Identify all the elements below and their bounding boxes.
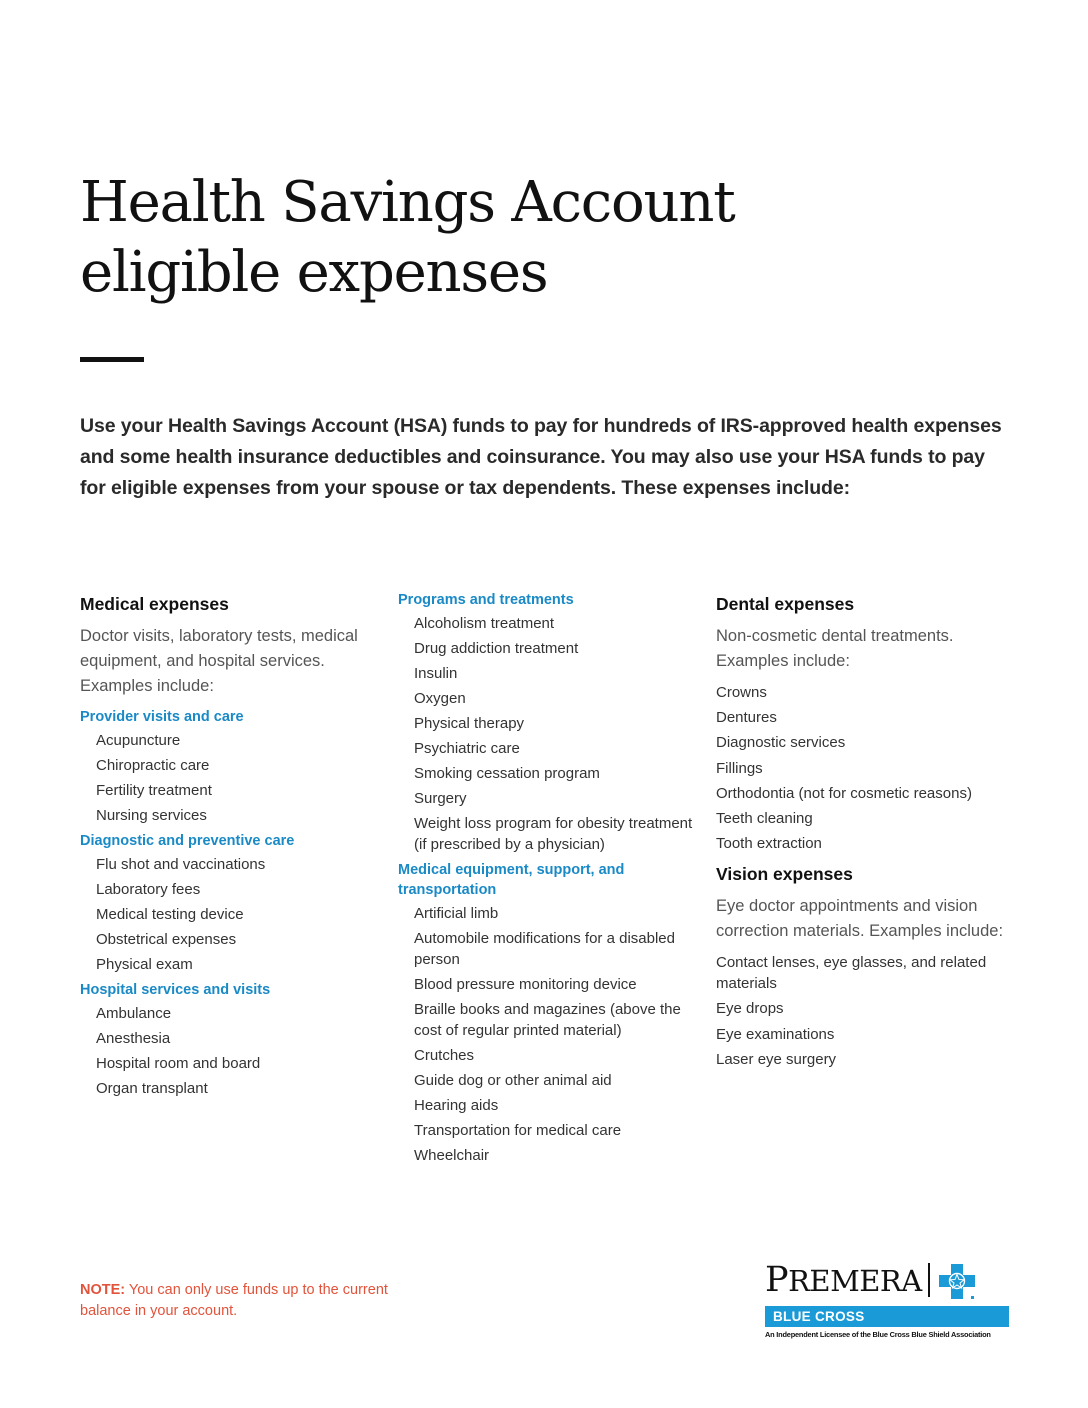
logo-tagline: An Independent Licensee of the Blue Cross Blue Shield Association (765, 1330, 991, 1339)
list-item: Oxygen (414, 690, 466, 707)
list-item: Organ transplant (96, 1080, 208, 1097)
list-item: Eye examinations (716, 1025, 835, 1043)
list-item: Hearing aids (414, 1097, 499, 1114)
medical-expenses-column (80, 590, 370, 1104)
list-item: Obstetrical expenses (96, 931, 237, 948)
list-item: Chiropractic care (96, 757, 210, 774)
logo-band: BLUE CROSS (765, 1306, 1009, 1327)
subsection-heading: Hospital services and visits (80, 982, 271, 998)
programs-column (398, 590, 698, 1171)
list-item: Guide dog or other animal aid (414, 1072, 612, 1089)
note-label: NOTE: (80, 1282, 126, 1298)
note (80, 1280, 400, 1322)
list-item: Eye drops (716, 1000, 784, 1018)
subsection-heading: Provider visits and care (80, 709, 244, 725)
list-item: Laser eye surgery (716, 1050, 837, 1068)
subsection-list (80, 854, 370, 975)
list-item: Ambulance (96, 1005, 172, 1022)
title-line-2: eligible expenses (80, 240, 548, 305)
list-item: Automobile modifications for a disabled person (414, 930, 675, 968)
vision-description: Eye doctor appointments and vision correction materials. Examples include: (716, 897, 1004, 941)
list-item: Flu shot and vaccinations (96, 856, 266, 873)
medical-groups (80, 707, 370, 1099)
medical-heading: Medical expenses (80, 594, 229, 614)
list-item: Medical testing device (96, 906, 244, 923)
subsection-list (398, 903, 698, 1166)
blue-cross-icon (938, 1262, 974, 1298)
list-item: Alcoholism treatment (414, 615, 555, 632)
vision-list (716, 952, 1016, 1070)
list-item: Nursing services (96, 807, 207, 824)
subsection-list (398, 613, 698, 855)
subsection-heading: Diagnostic and preventive care (80, 833, 295, 849)
list-item: Blood pressure monitoring device (414, 976, 637, 993)
list-item: Acupuncture (96, 732, 181, 749)
dental-list (716, 682, 1016, 854)
list-item: Teeth cleaning (716, 809, 813, 827)
list-item: Transportation for medical care (414, 1122, 622, 1139)
list-item: Crowns (716, 684, 767, 701)
subsection-heading: Programs and treatments (398, 592, 574, 608)
medical-description: Doctor visits, laboratory tests, medical equipment, and hospital services. Examples include: (80, 627, 358, 695)
page-title (80, 168, 735, 308)
list-item: Fillings (716, 759, 763, 777)
list-item: Braille books and magazines (above the cost of regular printed material) (414, 1001, 681, 1039)
list-item: Physical exam (96, 956, 193, 973)
title-line-1: Health Savings Account (80, 170, 735, 235)
program-groups (398, 590, 698, 1166)
subsection-heading: Medical equipment, support, and transportation (398, 862, 625, 898)
list-item: Dentures (716, 709, 777, 727)
list-item: Fertility treatment (96, 782, 212, 799)
list-item: Wheelchair (414, 1147, 490, 1164)
note-text: You can only use funds up to the current balance in your account. (80, 1282, 388, 1319)
list-item: Laboratory fees (96, 881, 201, 898)
list-item: Smoking cessation program (414, 765, 600, 782)
list-item: Surgery (414, 790, 467, 807)
list-item: Diagnostic services (716, 734, 846, 752)
intro-paragraph: Use your Health Savings Account (HSA) funds to pay for hundreds of IRS-approved health expenses and some health insurance deductibles and coinsurance. You may also use your HSA funds to pay for eligible expenses from your spouse or tax dependents. These expenses include: (80, 415, 1002, 499)
list-item: Insulin (414, 665, 458, 682)
list-item: Orthodontia (not for cosmetic reasons) (716, 784, 972, 802)
dental-vision-column (716, 590, 1016, 1075)
list-item: Weight loss program for obesity treatment (if prescribed by a physician) (414, 815, 693, 853)
list-item: Hospital room and board (96, 1055, 261, 1072)
list-item: Crutches (414, 1047, 475, 1064)
premera-logo (765, 1260, 1009, 1339)
title-divider (80, 357, 144, 362)
list-item: Drug addiction treatment (414, 640, 579, 657)
list-item: Contact lenses, eye glasses, and related materials (716, 954, 987, 993)
logo-divider (928, 1263, 930, 1297)
dental-description: Non-cosmetic dental treatments. Examples include: (716, 627, 954, 670)
logo-wordmark: PREMERA (765, 1259, 922, 1300)
list-item: Psychiatric care (414, 740, 520, 757)
list-item: Anesthesia (96, 1030, 171, 1047)
list-item: Physical therapy (414, 715, 525, 732)
subsection-list (80, 730, 370, 826)
vision-heading: Vision expenses (716, 864, 853, 885)
list-item: Artificial limb (414, 905, 499, 922)
dental-heading: Dental expenses (716, 594, 855, 614)
subsection-list (80, 1003, 370, 1099)
list-item: Tooth extraction (716, 835, 822, 853)
